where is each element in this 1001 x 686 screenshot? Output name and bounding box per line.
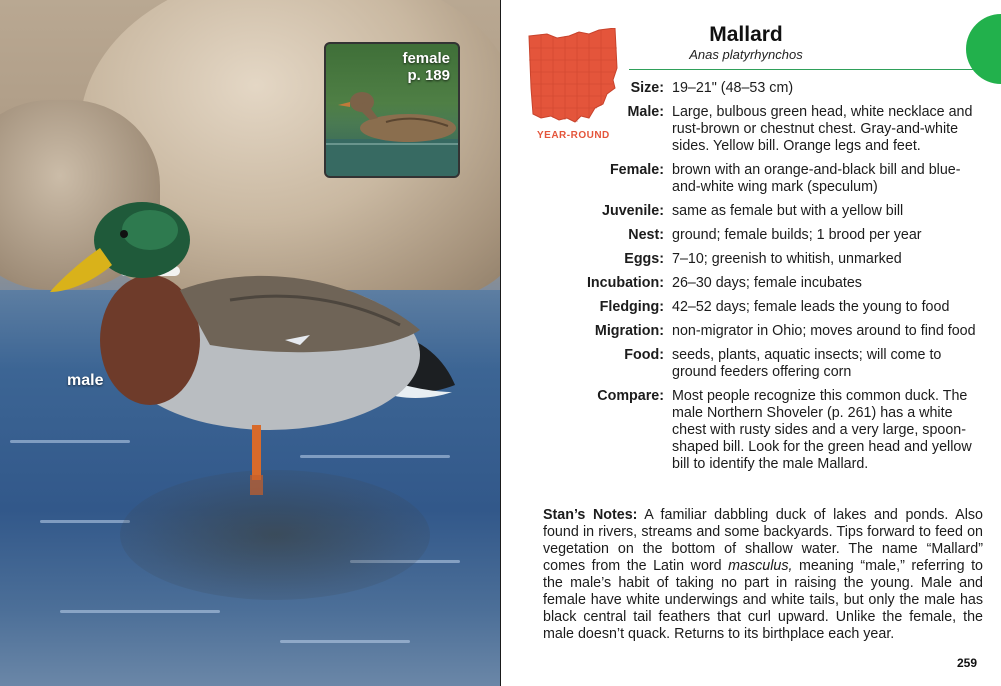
fact-value: 19–21" (48–53 cm) bbox=[672, 80, 794, 96]
female-inset-photo bbox=[324, 42, 460, 178]
fact-label: Incubation: bbox=[586, 275, 664, 291]
species-text-page bbox=[501, 0, 1001, 686]
fact-eggs bbox=[501, 251, 991, 268]
fact-value: brown with an orange-and-black bill and blue-and-white wing mark (speculum) bbox=[672, 162, 961, 195]
fact-food bbox=[501, 347, 991, 381]
fact-female bbox=[501, 162, 991, 196]
fact-label: Juvenile: bbox=[602, 203, 664, 219]
fact-size bbox=[501, 80, 991, 97]
title-rule bbox=[629, 69, 981, 70]
fact-migration bbox=[501, 323, 991, 340]
fact-value: ground; female builds; 1 brood per year bbox=[672, 227, 922, 243]
fact-juvenile bbox=[501, 203, 991, 220]
notes-latin-word: masculus, bbox=[728, 558, 793, 574]
notes-text: A familiar dabbling duck of lakes and ponds. Also found in rivers, streams and some backyards. Tips forward to feed on vegetation on the bottom of shallow water. The name “Mallard” comes from the Latin word bbox=[543, 507, 983, 574]
notes-text-continued: meaning “male,” referring to the male’s habit of taking no part in raising the young. Male and female have white underwings and white tails, but only the male has black central tail feathers that curl upward. Unlike the female, the male doesn’t quack. Returns to its birthplace each year. bbox=[543, 558, 984, 642]
fact-incubation bbox=[501, 275, 991, 292]
color-tab bbox=[966, 14, 1001, 84]
fact-label: Food: bbox=[624, 347, 664, 363]
fact-label: Migration: bbox=[594, 323, 664, 339]
fact-label: Eggs: bbox=[624, 251, 664, 267]
female-inset-caption bbox=[402, 50, 450, 84]
fact-male bbox=[501, 104, 991, 155]
female-page-reference[interactable]: p. 189 bbox=[407, 67, 450, 84]
fact-value: 7–10; greenish to whitish, unmarked bbox=[672, 251, 902, 267]
fact-label: Nest: bbox=[628, 227, 664, 243]
fact-label: Fledging: bbox=[599, 299, 664, 315]
fact-value: 26–30 days; female incubates bbox=[672, 275, 862, 291]
fact-value: non-migrator in Ohio; moves around to find food bbox=[672, 323, 976, 339]
notes-label: Stan’s Notes: bbox=[543, 507, 638, 523]
fact-value: seeds, plants, aquatic insects; will come to ground feeders offering corn bbox=[672, 347, 942, 380]
fact-value: same as female but with a yellow bill bbox=[672, 203, 904, 219]
stans-notes bbox=[543, 507, 983, 643]
mallard-photo bbox=[0, 0, 500, 686]
fact-nest bbox=[501, 227, 991, 244]
female-label: female bbox=[402, 50, 450, 67]
male-label: male bbox=[67, 372, 104, 389]
page-number: 259 bbox=[956, 656, 977, 670]
fact-value: 42–52 days; female leads the young to food bbox=[672, 299, 950, 315]
species-common-name: Mallard bbox=[709, 23, 783, 46]
fact-label: Female: bbox=[609, 162, 664, 178]
fact-label: Compare: bbox=[597, 388, 664, 404]
fact-value: Large, bulbous green head, white necklace and rust-brown or chestnut chest. Gray-and-white sides. Yellow bill. Orange legs and feet. bbox=[672, 104, 973, 154]
facts-list bbox=[501, 80, 991, 480]
fact-fledging bbox=[501, 299, 991, 316]
range-map-caption: YEAR-ROUND bbox=[537, 130, 610, 141]
fact-label: Male: bbox=[627, 104, 664, 120]
species-latin-name: Anas platyrhynchos bbox=[689, 47, 803, 62]
fact-label: Size: bbox=[630, 80, 664, 96]
fact-value: Most people recognize this common duck. The male Northern Shoveler (p. 261) has a white chest with rusty sides and a very large, spoon-shaped bill. Look for the green head and yellow bill to identify the male Mallard. bbox=[672, 388, 972, 472]
fact-compare bbox=[501, 388, 991, 473]
